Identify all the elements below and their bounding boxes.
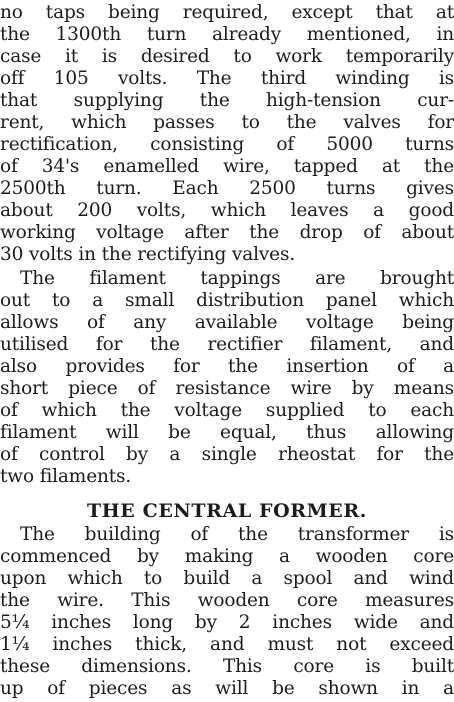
text-line: filament will be equal, thus allowing <box>0 422 454 443</box>
text-line: these dimensions. This core is built <box>0 656 454 677</box>
text-line: working voltage after the drop of about <box>0 222 454 243</box>
text-line: no taps being required, except that at <box>0 2 454 23</box>
text-line: The building of the transformer is <box>20 524 454 545</box>
text-line: out to a small distribution panel which <box>0 290 454 311</box>
text-line: off 105 volts. The third winding is <box>0 68 454 89</box>
text-line: 5¼ inches long by 2 inches wide and <box>0 612 454 633</box>
text-line: short piece of resistance wire by means <box>0 378 454 399</box>
text-line: the 1300th turn already mentioned, in <box>0 24 454 45</box>
text-line: the wire. This wooden core measures <box>0 590 454 611</box>
text-line: case it is desired to work temporarily <box>0 46 454 67</box>
text-line: commenced by making a wooden core <box>0 546 454 567</box>
text-line: utilised for the rectifier filament, and <box>0 334 454 355</box>
text-line: of which the voltage supplied to each <box>0 400 454 421</box>
text-line: two filaments. <box>0 466 132 487</box>
text-line: also provides for the insertion of a <box>0 356 454 377</box>
text-line: about 200 volts, which leaves a good <box>0 200 454 221</box>
section-heading: THE CENTRAL FORMER. <box>87 500 367 522</box>
text-line: that supplying the high-tension cur- <box>0 90 454 111</box>
text-line: allows of any available voltage being <box>0 312 454 333</box>
text-line: 1¼ inches thick, and must not exceed <box>0 634 454 655</box>
text-line: of 34's enamelled wire, tapped at the <box>0 156 454 177</box>
text-line: rectification, consisting of 5000 turns <box>0 134 454 155</box>
text-line: up of pieces as will be shown in a <box>0 678 454 699</box>
text-line: 2500th turn. Each 2500 turns gives <box>0 178 454 199</box>
text-line: The filament tappings are brought <box>20 268 454 289</box>
text-line: 30 volts in the rectifying valves. <box>0 244 296 265</box>
text-line: upon which to build a spool and wind <box>0 568 454 589</box>
text-line: of control by a single rheostat for the <box>0 444 454 465</box>
text-line: rent, which passes to the valves for <box>0 112 454 133</box>
